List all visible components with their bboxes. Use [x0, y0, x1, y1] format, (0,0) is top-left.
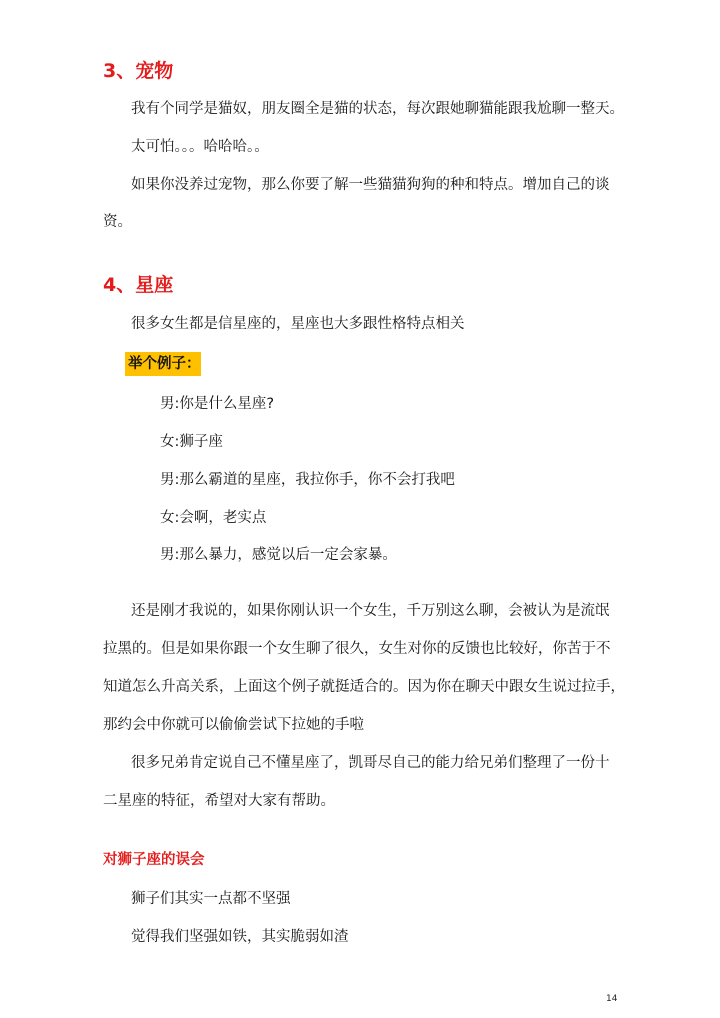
page-number: 14: [606, 994, 618, 1004]
dialogue-line: 男:那么霸道的星座，我拉你手，你不会打我吧: [160, 472, 455, 488]
paragraph-line: 二星座的特征，希望对大家有帮助。: [103, 793, 335, 809]
paragraph-line: 那约会中你就可以偷偷尝试下拉她的手啦: [103, 717, 364, 733]
paragraph-line: 太可怕。。。哈哈哈。。: [131, 139, 269, 155]
dialogue-line: 女:狮子座: [160, 434, 223, 450]
paragraph-line: 很多女生都是信星座的，星座也大多跟性格特点相关: [131, 316, 465, 332]
paragraph-line: 还是刚才我说的，如果你刚认识一个女生，千万别这么聊，会被认为是流氓: [131, 603, 610, 619]
dialogue-line: 男:那么暴力，感觉以后一定会家暴。: [160, 547, 397, 563]
paragraph-line: 知道怎么升高关系，上面这个例子就挺适合的。因为你在聊天中跟女生说过拉手，: [103, 679, 625, 695]
section-heading-pets: 3、宠物: [103, 60, 174, 82]
dialogue-line: 男:你是什么星座?: [160, 396, 275, 412]
paragraph-line: 很多兄弟肯定说自己不懂星座了，凯哥尽自己的能力给兄弟们整理了一份十: [131, 755, 610, 771]
paragraph-line: 我有个同学是猫奴，朋友圈全是猫的状态，每次跟她聊猫能跟我尬聊一整天。: [131, 101, 624, 117]
paragraph-line: 资。: [103, 214, 132, 230]
paragraph-line: 如果你没养过宠物，那么你要了解一些猫猫狗狗的种和特点。增加自己的谈: [131, 177, 610, 193]
dialogue-line: 女:会啊，老实点: [160, 510, 267, 526]
paragraph-line: 觉得我们坚强如铁，其实脆弱如渣: [131, 929, 349, 945]
paragraph-line: 拉黑的。但是如果你跟一个女生聊了很久，女生对你的反馈也比较好，你苦于不: [103, 641, 611, 657]
section-heading-zodiac: 4、星座: [103, 274, 174, 296]
example-label: 举个例子：: [128, 356, 201, 372]
subheading-leo: 对狮子座的误会: [103, 852, 205, 868]
paragraph-line: 狮子们其实一点都不坚强: [131, 891, 291, 907]
